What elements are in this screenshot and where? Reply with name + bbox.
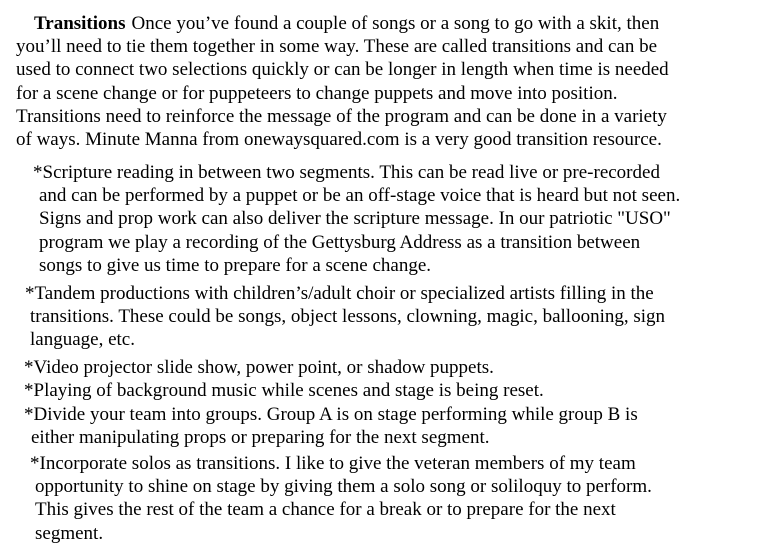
intro-line: Transitions need to reinforce the message of the program and can be done in a variety [16, 105, 667, 127]
intro-line: you’ll need to tie them together in some way. These are called transitions and can be [16, 36, 658, 58]
intro-paragraph [16, 12, 766, 151]
list-item-line: opportunity to shine on stage by giving them a solo song or soliloquy to perform. [35, 476, 652, 498]
intro-line: for a scene change or for puppeteers to change puppets and move into position. [16, 82, 618, 104]
intro-line: Transitions Once you’ve found a couple of songs or a song to go with a skit, then [34, 13, 660, 34]
list-item-divide-team [24, 403, 769, 449]
list-item-line: program we play a recording of the Gettysburg Address as a transition between [39, 231, 641, 253]
list-item-line: segment. [35, 522, 104, 544]
intro-line: of ways. Minute Manna from onewaysquared.com is a very good transition resource. [16, 129, 662, 151]
list-item-line: *Video projector slide show, power point, or shadow puppets. [24, 357, 494, 378]
list-item-background-music [24, 379, 769, 402]
list-item-incorporate-solos [30, 452, 771, 545]
list-item-line: songs to give us time to prepare for a scene change. [39, 254, 432, 276]
list-item-line: *Scripture reading in between two segments. This can be read live or pre-recorded [33, 162, 660, 183]
list-item-line: This gives the rest of the team a chance for a break or to prepare for the next [35, 499, 616, 521]
list-item-line: *Divide your team into groups. Group A is on stage performing while group B is [24, 404, 638, 425]
list-item-line: *Incorporate solos as transitions. I like to give the veteran members of my team [30, 453, 636, 474]
list-item-scripture-reading [33, 161, 771, 277]
list-item-line: transitions. These could be songs, object lessons, clowning, magic, ballooning, sign [30, 306, 666, 328]
list-item-line: and can be performed by a puppet or be an off-stage voice that is heard but not seen. [39, 185, 681, 207]
list-item-line: *Playing of background music while scenes and stage is being reset. [24, 380, 544, 401]
list-item-tandem-productions [25, 282, 770, 352]
list-item-line: *Tandem productions with children’s/adult choir or specialized artists filling in the [25, 283, 654, 304]
list-item-line: language, etc. [30, 329, 135, 351]
intro-line: used to connect two selections quickly or can be longer in length when time is needed [16, 59, 669, 81]
section-heading: Transitions [34, 13, 126, 34]
list-item-line: Signs and prop work can also deliver the scripture message. In our patriotic "USO" [39, 208, 671, 230]
list-item-line: either manipulating props or preparing for the next segment. [31, 427, 490, 449]
list-item-video-projector [24, 356, 769, 379]
